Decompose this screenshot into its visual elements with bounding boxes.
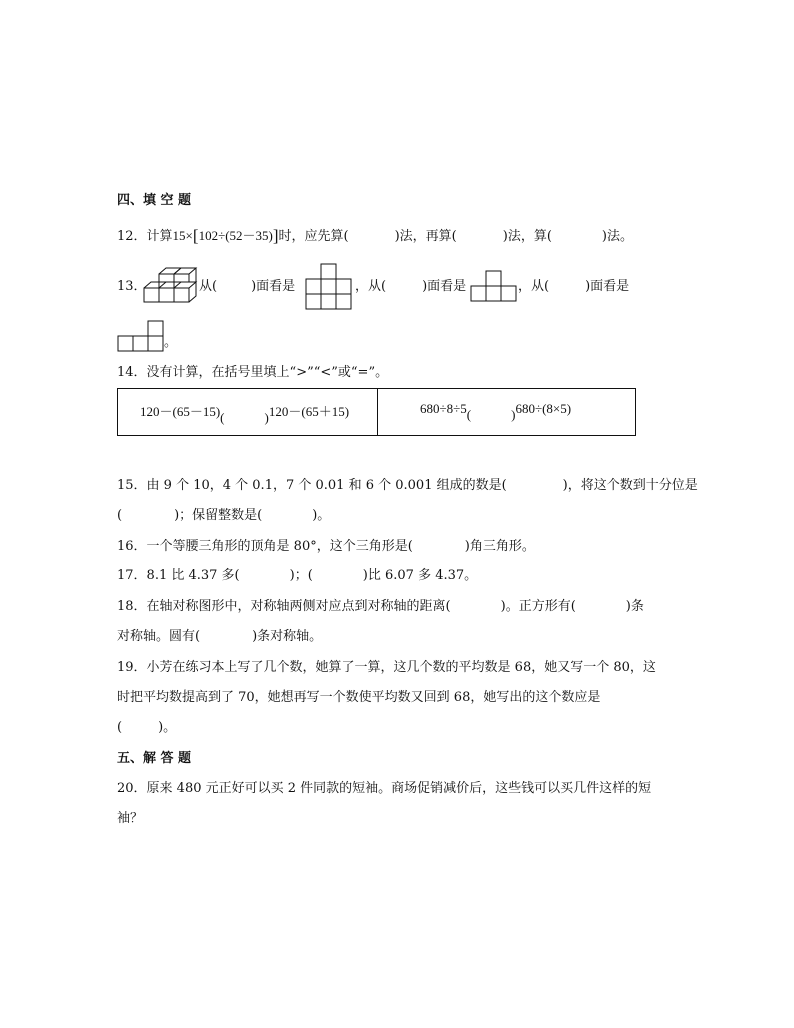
q20-line-2: 袖？	[117, 811, 144, 826]
table-divider	[377, 389, 378, 435]
q12-text: )法，算(	[502, 229, 552, 244]
q15-text: 15．由 9 个 10，4 个 0.1，7 个 0.01 和 6 个 0.001 组成的数是(	[117, 478, 507, 493]
q12-expression: 15×[102÷(52－35)]	[172, 226, 279, 245]
question-12	[117, 227, 633, 246]
view-figure-3	[117, 320, 165, 353]
q12-text: )法。	[601, 229, 633, 244]
view-figure-1	[305, 263, 353, 310]
q17-text: )比 6.07 多 4.37。	[362, 568, 478, 583]
q12-text: 时，应先算(	[278, 229, 349, 244]
cube-stack-figure	[142, 266, 200, 304]
q19-line-2: 时把平均数提高到了 70，她想再写一个数使平均数又回到 68，她写出的这个数应是	[117, 690, 601, 705]
q18-text: 对称轴。圆有(	[117, 629, 201, 644]
q14-left-cell	[140, 401, 350, 425]
q16	[117, 538, 535, 556]
q16-text: 16．一个等腰三角形的顶角是 80°，这个三角形是(	[117, 539, 413, 554]
q12-number: 12．计算	[117, 229, 173, 244]
q14-paren: (	[220, 410, 225, 425]
q19-line-1: 19．小芳在练习本上写了几个数，她算了一算，这几个数的平均数是 68，她又写一个 80，这	[117, 660, 656, 675]
section-four-title: 四、填 空 题	[117, 193, 192, 208]
section-five-title: 五、解 答 题	[117, 751, 192, 766]
q14-right-expr-a: 680÷8÷5	[420, 401, 467, 416]
q13-text-line-2	[355, 278, 466, 296]
q18-line-1	[117, 598, 644, 616]
q14-paren: (	[466, 407, 472, 422]
q19-text: (	[117, 720, 123, 735]
q13-text: ，从(	[518, 279, 550, 294]
q16-text: )角三角形。	[464, 539, 535, 554]
q15-text: )，将这个数到十分位是	[562, 478, 698, 493]
q14-right-cell	[420, 401, 572, 422]
q14-right-expr-b: 680÷(8×5)	[515, 401, 572, 416]
q18-text: )条	[625, 599, 644, 614]
q15-text: )。	[312, 508, 331, 523]
q14-stem: 14．没有计算，在括号里填上“>”“<”或“=”。	[117, 365, 389, 380]
q20-line-1: 20．原来 480 元正好可以买 2 件同款的短袖。商场促销减价后，这些钱可以买几件这样的短	[117, 781, 652, 796]
q14-paren: )	[511, 407, 516, 422]
q13-text: )面看是	[422, 279, 467, 294]
q13-text: ，从(	[355, 279, 387, 294]
q13-text: )面看是	[585, 279, 630, 294]
q18-text: )。正方形有(	[500, 599, 576, 614]
q15-text: )；保留整数是(	[174, 508, 263, 523]
q18-text: )条对称轴。	[252, 629, 323, 644]
q13-text: )面看是	[251, 279, 296, 294]
q14-compare-table	[117, 388, 636, 436]
q14-paren: )	[264, 410, 269, 425]
q14-left-expr-a: 120－(65－15)	[140, 404, 221, 419]
q17-text: )；(	[289, 568, 313, 583]
q15-text: (	[117, 508, 123, 523]
q17	[117, 567, 477, 585]
q15-line-1	[117, 477, 698, 495]
q13-end: 。	[164, 335, 178, 350]
q19-text: )。	[158, 720, 177, 735]
q17-text: 17．8.1 比 4.37 多(	[117, 568, 240, 583]
q13-text: 从(	[199, 279, 218, 294]
q15-line-2	[117, 507, 330, 525]
q19-line-3	[117, 719, 176, 737]
q13-number: 13．	[117, 279, 147, 294]
view-figure-2	[470, 270, 518, 302]
q18-text: 18．在轴对称图形中，对称轴两侧对应点到对称轴的距离(	[117, 599, 451, 614]
q14-left-expr-b: 120－(65＋15)	[268, 404, 350, 419]
q12-text: )法，再算(	[394, 229, 457, 244]
q18-line-2	[117, 628, 322, 646]
q13-text-line-3	[518, 278, 629, 296]
q13-text-line	[199, 278, 295, 296]
